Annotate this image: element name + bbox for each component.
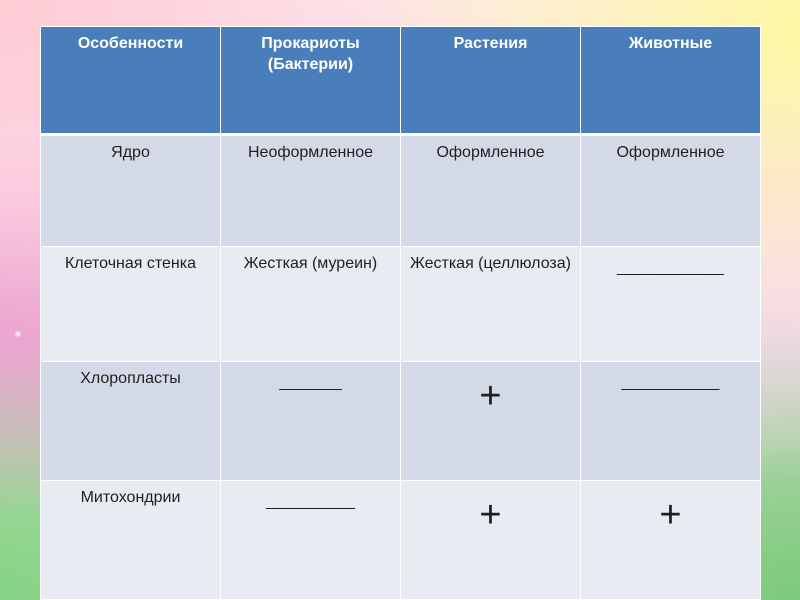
table-cell: Жесткая (целлюлоза) <box>401 247 581 362</box>
table-cell: + <box>401 481 581 600</box>
table-cell: Оформленное <box>581 135 761 247</box>
table-cell: Неоформленное <box>221 135 401 247</box>
header-plants: Растения <box>401 27 581 135</box>
table-cell: + <box>581 481 761 600</box>
table-row <box>41 362 761 481</box>
table-header-row <box>41 27 761 135</box>
table-cell: Жесткая (муреин) <box>221 247 401 362</box>
table-cell: _______ <box>221 362 401 481</box>
row-label-cell-wall: Клеточная стенка <box>41 247 221 362</box>
row-label-nucleus: Ядро <box>41 135 221 247</box>
table-cell: ____________ <box>581 247 761 362</box>
sparkle-decoration <box>14 330 22 338</box>
row-label-chloroplasts: Хлоропласты <box>41 362 221 481</box>
table-cell: Оформленное <box>401 135 581 247</box>
table-cell: ___________ <box>581 362 761 481</box>
table-row <box>41 481 761 600</box>
table-row <box>41 135 761 247</box>
table-cell: + <box>401 362 581 481</box>
table-cell: __________ <box>221 481 401 600</box>
comparison-table <box>40 26 761 600</box>
header-prokaryotes: Прокариоты (Бактерии) <box>221 27 401 135</box>
row-label-mitochondria: Митохондрии <box>41 481 221 600</box>
header-animals: Животные <box>581 27 761 135</box>
header-features: Особенности <box>41 27 221 135</box>
table-row <box>41 247 761 362</box>
